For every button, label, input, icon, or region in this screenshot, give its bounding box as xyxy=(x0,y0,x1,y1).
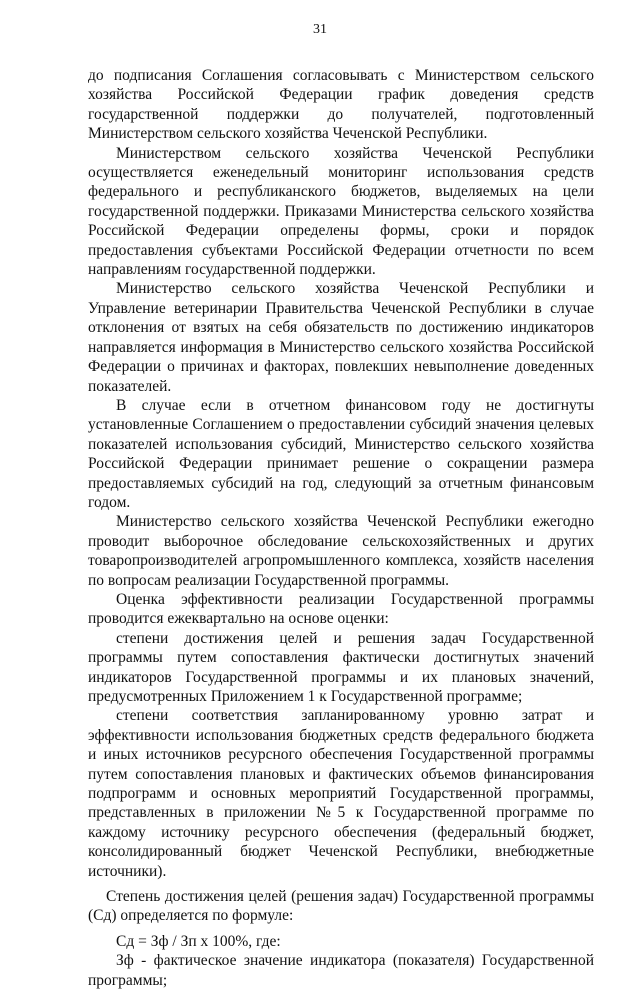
formula: Сд = Зф / Зп х 100%, где: xyxy=(116,932,281,950)
paragraph-evaluation-intro: Оценка эффективности реализации Государственной программы проводится ежеквартально на основе оценки: xyxy=(88,590,594,628)
page-number: 31 xyxy=(313,22,327,37)
paragraph-continuation: до подписания Соглашения согласовывать с Министерством сельского хозяйства Российской Федерации график доведения средств государственной поддержки до получателей, подготовленный Министерством сельского хозяйства Чеченской Республики. xyxy=(88,67,594,143)
paragraph-annual-survey: Министерство сельского хозяйства Чеченской Республики ежегодно проводит выборочное обследование сельскохозяйственных и других товаропроизводителей агропромышленного комплекса, хозяйств населения по вопросам реализации Государственной программы. xyxy=(88,513,594,589)
paragraph-monitoring: Министерством сельского хозяйства Чеченской Республики осуществляется еженедельный мониторинг использования средств федерального и республиканского бюджетов, выделяемых на цели государственной поддержки. Приказами Министерства сельского хозяйства Российской Федерации определены формы, сроки и порядок предоставления субъектами Российской Федерации отчетности по всем направлениям государственной поддержки. xyxy=(88,144,594,279)
formula-definition: Зф - фактическое значение индикатора (показателя) Государственной программы; xyxy=(88,952,594,989)
paragraph-cost-compliance: степени соответствия запланированному уровню затрат и эффективности использования бюджетных средств федерального бюджета и иных источников ресурсного обеспечения Государственной программы путем сопоставления плановых и фактических объемов финансирования подпрограмм и основных мероприятий Государственной программы, представленных в приложении №5 к Государственной программе по каждому источнику ресурсного обеспечения (федеральный бюджет, консолидированный бюджет Чеченской Республики, внебюджетные источники). xyxy=(88,707,594,880)
paragraph-subsidy-reduction: В случае если в отчетном финансовом году не достигнуты установленные Соглашением о предоставлении субсидий значения целевых показателей использования субсидий, Министерство сельского хозяйства Российской Федерации принимает решение о сокращении размера предоставляемых субсидий на год, следующий за отчетным финансовым годом. xyxy=(88,396,594,511)
paragraph-deviation-reporting: Министерство сельского хозяйства Чеченской Республики и Управление ветеринарии Правительства Чеченской Республики в случае отклонения от взятых на себя обязательств по достижению индикаторов направляется информация в Министерство сельского хозяйства Российской Федерации о причинах и факторах, повлекших невыполнение доведенных показателей. xyxy=(88,280,594,395)
document-body xyxy=(88,66,594,990)
paragraph-formula-intro: Степень достижения целей (решения задач) Государственной программы (Сд) определяется по формуле: xyxy=(88,888,594,925)
paragraph-goal-achievement: степени достижения целей и решения задач Государственной программы путем сопоставления фактически достигнутых значений индикаторов Государственной программы и их плановых значений, предусмотренных Приложением 1 к Государственной программе; xyxy=(88,629,594,705)
